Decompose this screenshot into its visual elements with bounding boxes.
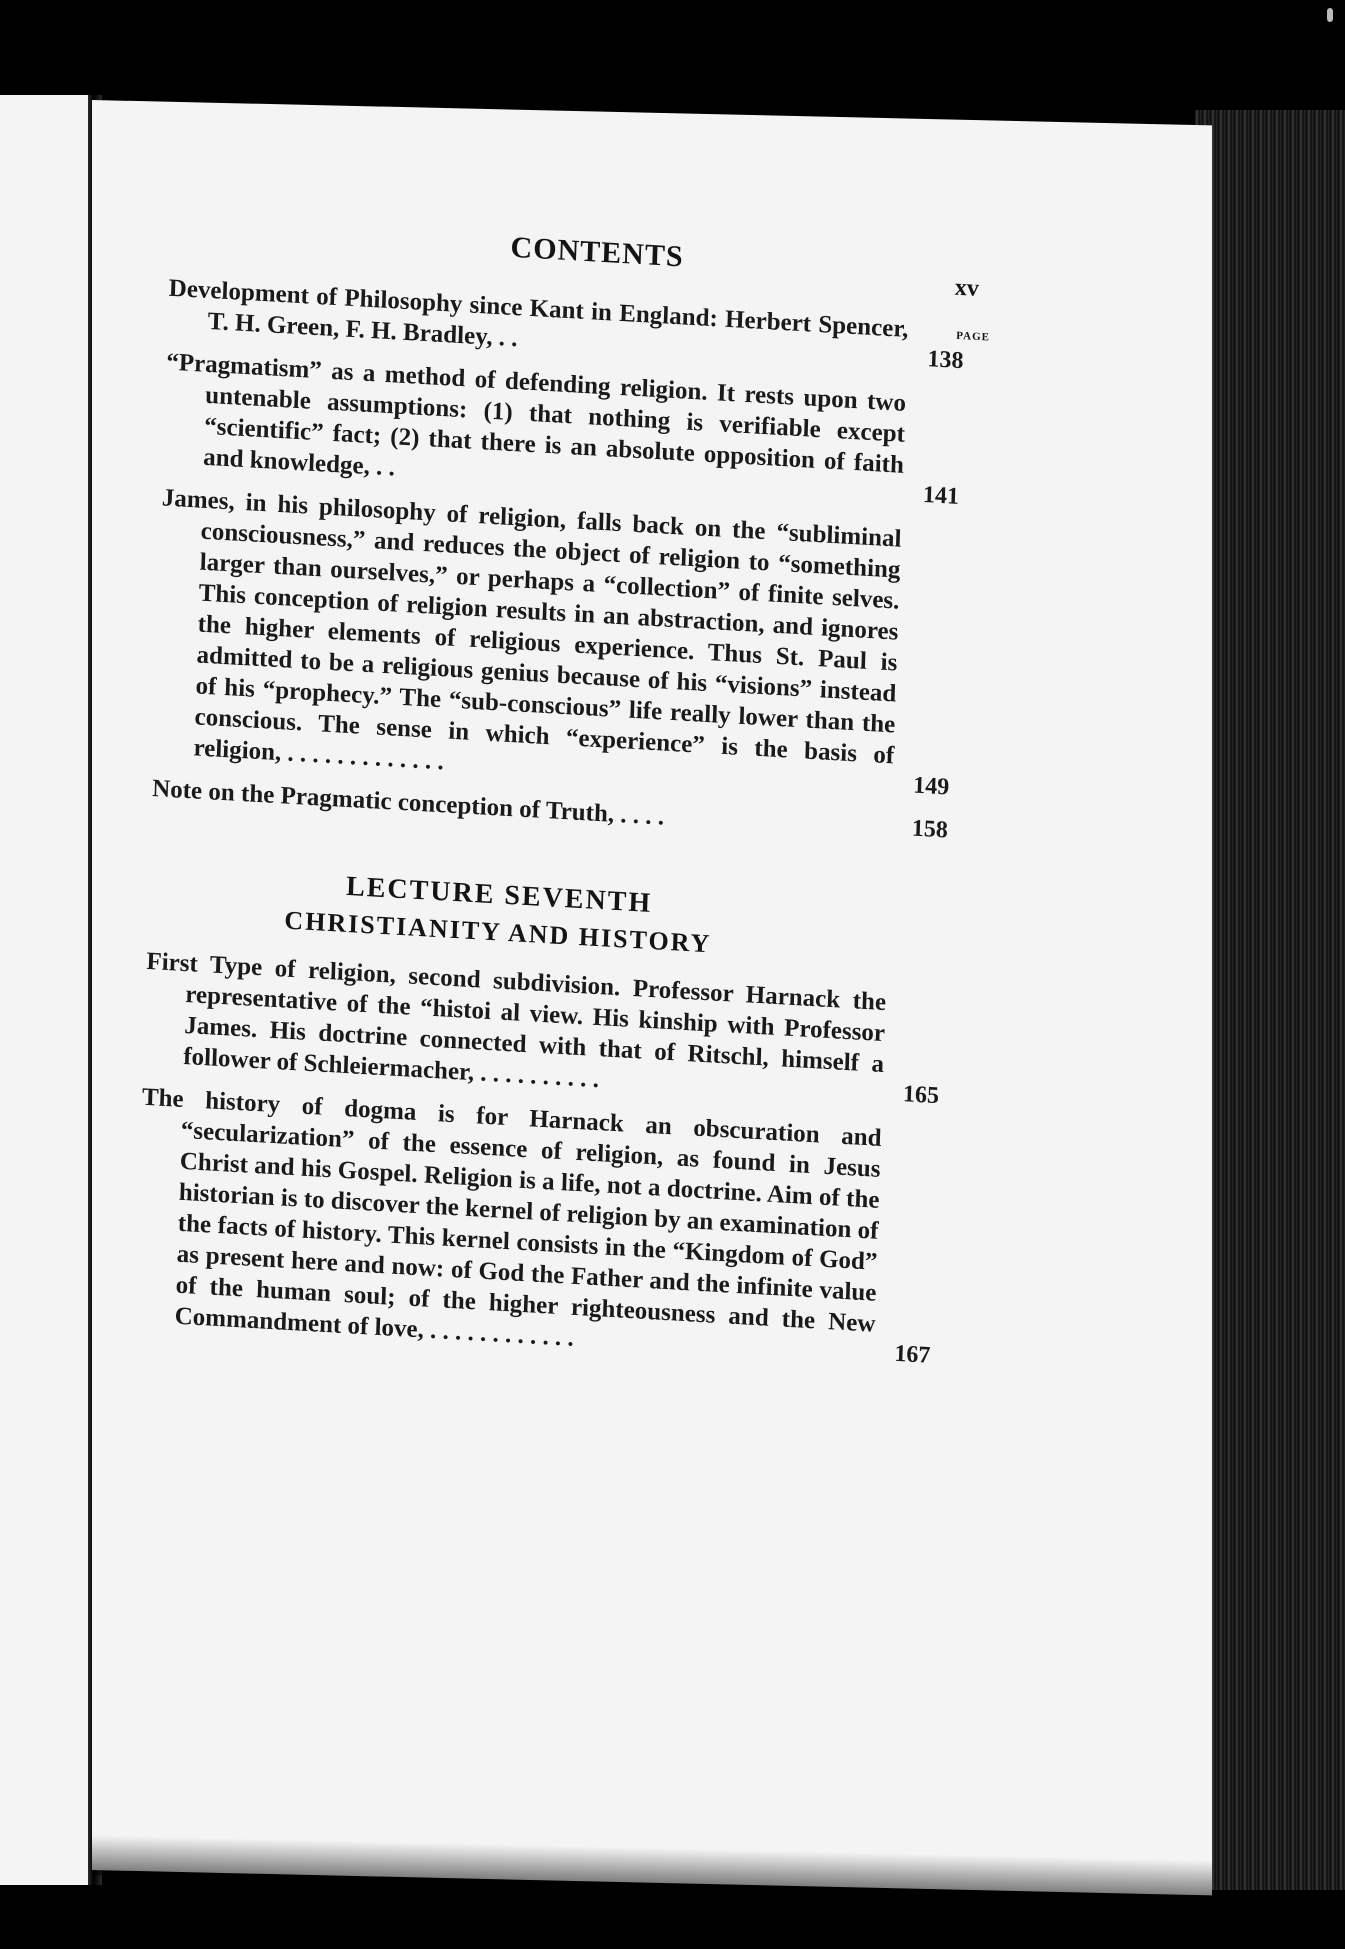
- entry-page-number: 165: [902, 1081, 940, 1110]
- page-column-label: PAGE: [956, 329, 991, 344]
- book-fore-edge: [1195, 110, 1345, 1890]
- book-page: [92, 100, 1212, 1895]
- page-folio: xv: [954, 274, 980, 302]
- entry-page-number: 149: [912, 772, 950, 801]
- entry-page-number: 141: [922, 481, 960, 510]
- contents-entry: [143, 946, 940, 1111]
- entry-text: Note on the Pragmatic conception of Truth, . . . .: [151, 775, 665, 831]
- entry-page-number: 167: [893, 1340, 931, 1369]
- entry-text: The history of dogma is for Harnack an obscuration and “secularization” of the essence of religion, as found in Jesus Christ and his Gospel. Religion is a life, not a doctrine. Aim of the historian is to discover the kernel of religion by an examination of the facts of history. This kernel consists in the “Kingdom of God” as present here and now: of God the Father and the infinite value of the human soul; of the higher righteousness and the New Commandment of love, . . . . . . . . . . . .: [141, 1083, 882, 1352]
- lecture-subheading: CHRISTIANITY AND HISTORY: [283, 905, 712, 959]
- entry-text: James, in his philosophy of religion, falls back on the “subliminal consciousness,” and reduces the object of religion to “something larger than ourselves,” or perhaps a “collection” of finite selves. This conception of religion results in an abstraction, and ignores the higher elements of religious experience. Thus St. Paul is admitted to be a religious genius because of his “visions” instead of his “prophecy.” The “sub-conscious” life really lower than the conscious. The sense in which “experience” is the basis of religion, . . . . . . . . . . . . .: [161, 484, 902, 776]
- entry-text: Development of Philosophy since Kant in England: Herbert Spencer, T. H. Green, F. H. Bradley, . .: [168, 274, 909, 353]
- entry-text: First Type of religion, second subdivision. Professor Harnack the representative of the “histoi al view. His kinship with Professor James. His doctrine connected with that of Ritschl, himself a follower of Schleiermacher, . . . . . . . . . .: [146, 947, 887, 1094]
- entry-page-number: 138: [927, 346, 964, 375]
- scan-mark: [1327, 8, 1333, 22]
- running-title: CONTENTS: [510, 230, 685, 274]
- contents-text-block: [134, 213, 991, 1386]
- entry-text: “Pragmatism” as a method of defending religion. It rests upon two untenable assumptions: (1) that nothing is verifiable except “scientific” fact; (2) that there is an absolute opposition of faith and knowledge, . .: [165, 348, 907, 482]
- lecture-heading: LECTURE SEVENTH: [345, 870, 653, 920]
- facing-page-edge: [0, 95, 92, 1885]
- entry-page-number: 158: [911, 815, 949, 844]
